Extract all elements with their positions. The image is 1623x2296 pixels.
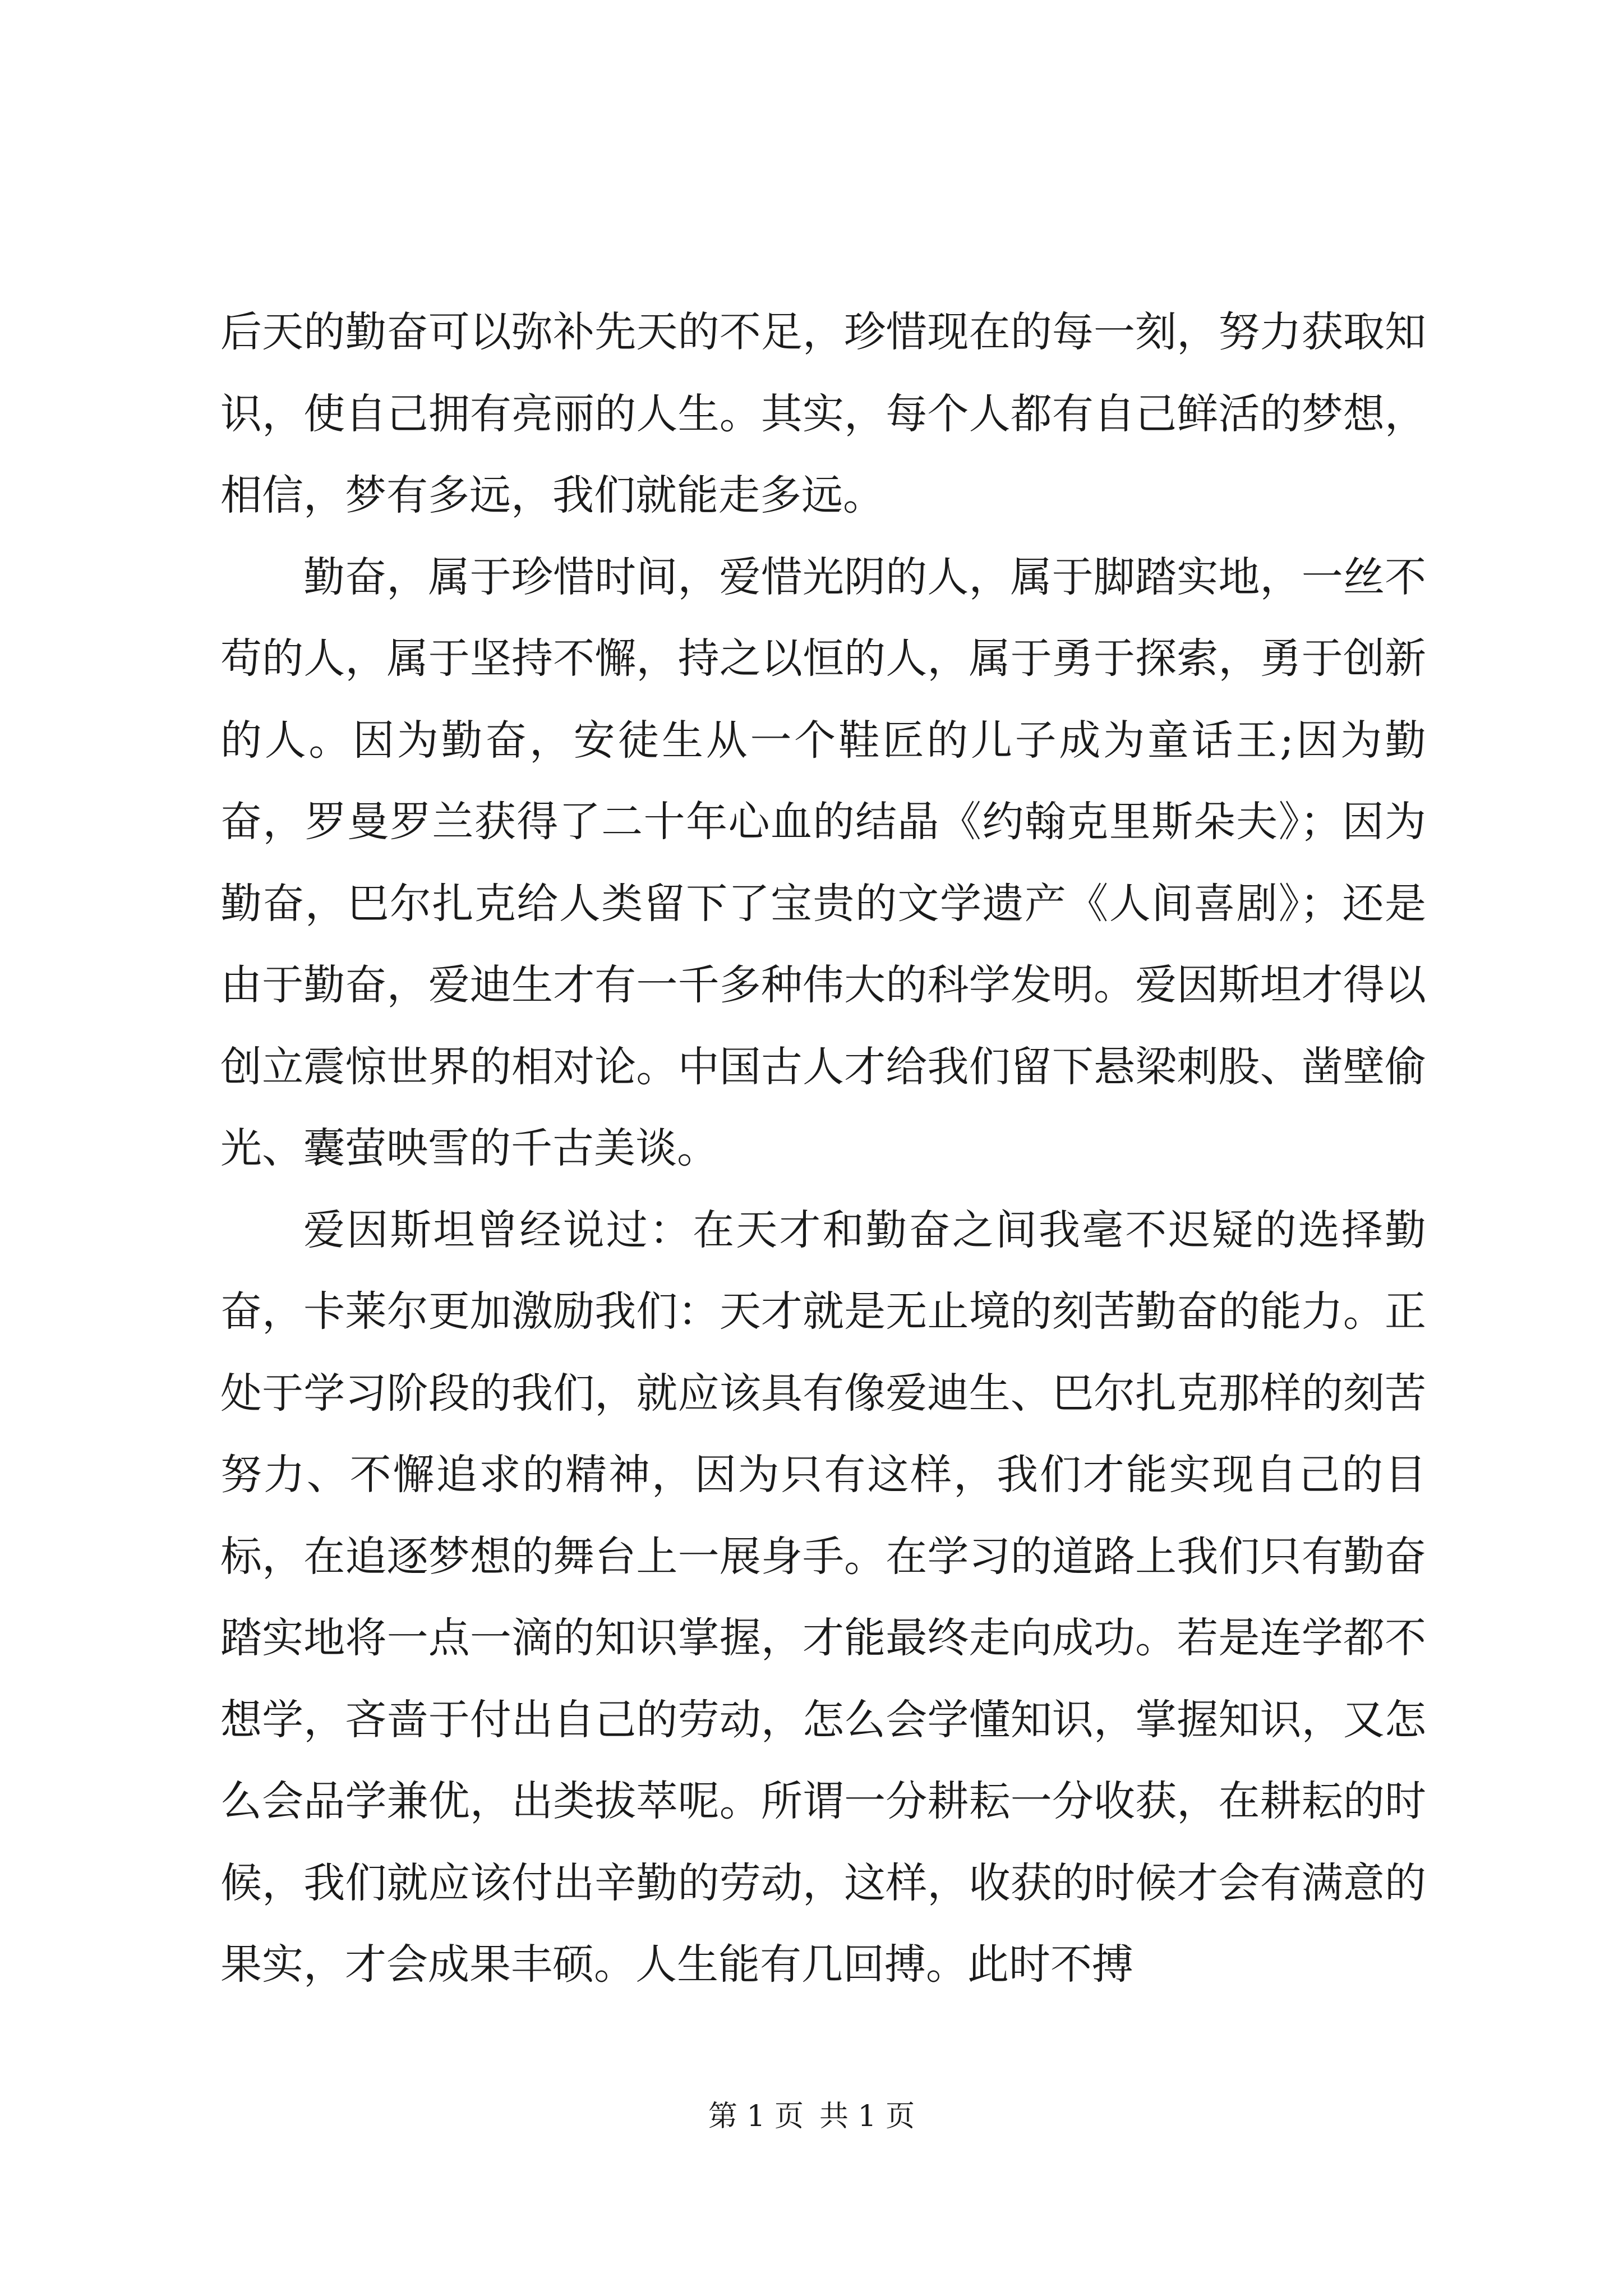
document-body	[220, 292, 1426, 2006]
page-total: 共 1 页	[819, 2100, 915, 2133]
page-number: 第 1 页	[708, 2100, 804, 2133]
paragraph-3: 爱因斯坦曾经说过：在天才和勤奋之间我毫不迟疑的选择勤奋，卡莱尔更加激励我们：天才就是无止境的刻苦勤奋的能力。正处于学习阶段的我们，就应该具有像爱迪生、巴尔扎克那样的刻苦努力、不懈追求的精神，因为只有这样，我们才能实现自己的目标，在追逐梦想的舞台上一展身手。在学习的道路上我们只有勤奋踏实地将一点一滴的知识掌握，才能最终走向成功。若是连学都不想学，吝啬于付出自己的劳动，怎么会学懂知识，掌握知识，又怎么会品学兼优，出类拔萃呢。所谓一分耕耘一分收获，在耕耘的时候，我们就应该付出辛勤的劳动，这样，收获的时候才会有满意的果实，才会成果丰硕。人生能有几回搏。此时不搏	[220, 1205, 1426, 1989]
paragraph-1: 后天的勤奋可以弥补先天的不足，珍惜现在的每一刻，努力获取知识，使自己拥有亮丽的人生。其实，每个人都有自己鲜活的梦想，相信，梦有多远，我们就能走多远。	[220, 308, 1426, 519]
paragraph-2: 勤奋，属于珍惜时间，爱惜光阴的人，属于脚踏实地，一丝不苟的人，属于坚持不懈，持之以恒的人，属于勇于探索，勇于创新的人。因为勤奋，安徒生从一个鞋匠的儿子成为童话王;因为勤奋，罗曼罗兰获得了二十年心血的结晶《约翰克里斯朵夫》；因为勤奋，巴尔扎克给人类留下了宝贵的文学遗产《人间喜剧》；还是由于勤奋，爱迪生才有一千多种伟大的科学发明。爱因斯坦才得以创立震惊世界的相对论。中国古人才给我们留下悬梁刺股、凿壁偷光、囊萤映雪的千古美谈。	[220, 553, 1426, 1172]
page-footer	[0, 2097, 1623, 2136]
